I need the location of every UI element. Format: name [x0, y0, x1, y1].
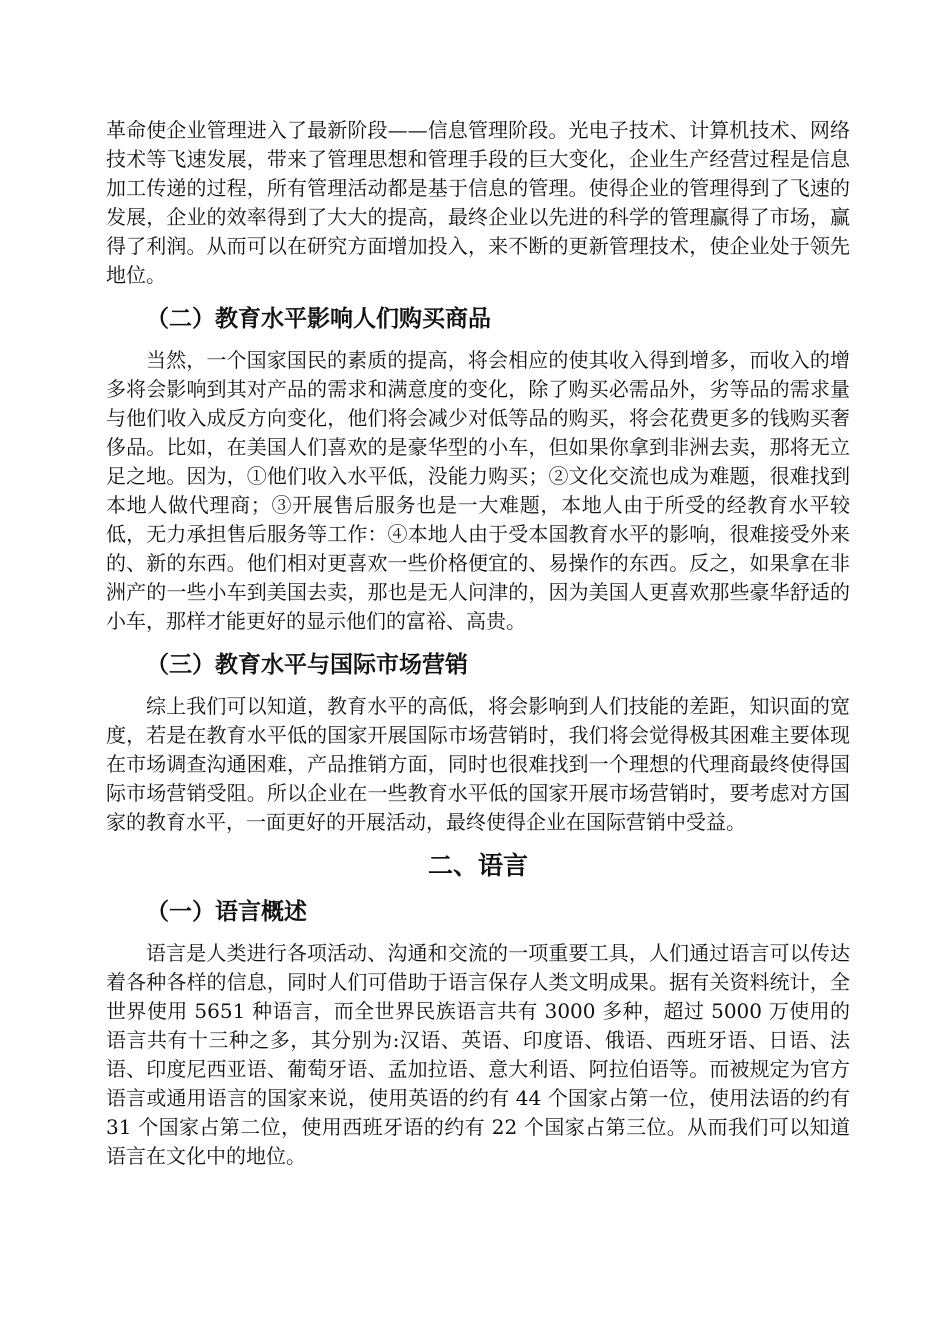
- paragraph-language-overview: 语言是人类进行各项活动、沟通和交流的一项重要工具，人们通过语言可以传达着各种各样的信息，同时人们可借助于语言保存人类文明成果。据有关资料统计，全世界使用 5651 种语言，而全世界民族语言共有 3000 多种，超过 5000 万使用的语言共有十三种之多，其分别为:汉语、英语、印度语、俄语、西班牙语、日语、法语、印度尼西亚语、葡萄牙语、孟加拉语、意大利语、阿拉伯语等。而被规定为官方语言或通用语言的国家来说，使用英语的约有 44 个国家占第一位，使用法语的约有 31 个国家占第二位，使用西班牙语的约有 22 个国家占第三位。从而我们可以知道语言在文化中的地位。: [106, 941, 850, 1168]
- heading-language-overview: （一）语言概述: [146, 899, 307, 925]
- heading-education-marketing: （三）教育水平与国际市场营销: [146, 652, 468, 678]
- heading-education-purchase: （二）教育水平影响人们购买商品: [146, 306, 491, 332]
- paragraph-management-revolution: 革命使企业管理进入了最新阶段——信息管理阶段。光电子技术、计算机技术、网络技术等飞速发展，带来了管理思想和管理手段的巨大变化，企业生产经营过程是信息加工传递的过程，所有管理活动都是基于信息的管理。使得企业的管理得到了飞速的发展，企业的效率得到了大大的提高，最终企业以先进的科学的管理赢得了市场，赢得了利润。从而可以在研究方面增加投入，来不断的更新管理技术，使企业处于领先地位。: [106, 118, 850, 287]
- paragraph-education-marketing: 综上我们可以知道，教育水平的高低，将会影响到人们技能的差距，知识面的宽度，若是在教育水平低的国家开展国际市场营销时，我们将会觉得极其困难主要体现在市场调查沟通困难，产品推销方面，同时也很难找到一个理想的代理商最终使得国际市场营销受阻。所以企业在一些教育水平低的国家开展市场营销时，要考虑对方国家的教育水平，一面更好的开展活动，最终使得企业在国际营销中受益。: [106, 694, 850, 834]
- chapter-heading-language: 二、语言: [427, 851, 528, 880]
- document-page: [106, 116, 850, 1171]
- paragraph-education-purchase: 当然，一个国家国民的素质的提高，将会相应的使其收入得到增多，而收入的增多将会影响到其对产品的需求和满意度的变化，除了购买必需品外，劣等品的需求量与他们收入成反方向变化，他们将会减少对低等品的购买，将会花费更多的钱购买奢侈品。比如，在美国人们喜欢的是豪华型的小车，但如果你拿到非洲去卖，那将无立足之地。因为，①他们收入水平低，没能力购买；②文化交流也成为难题，很难找到本地人做代理商；③开展售后服务也是一大难题，本地人由于所受的经教育水平较低，无力承担售后服务等工作：④本地人由于受本国教育水平的影响，很难接受外来的、新的东西。他们相对更喜欢一些价格便宜的、易操作的东西。反之，如果拿在非洲产的一些小车到美国去卖，那也是无人问津的，因为美国人更喜欢那些豪华舒适的小车，那样才能更好的显示他们的富裕、高贵。: [106, 348, 850, 633]
